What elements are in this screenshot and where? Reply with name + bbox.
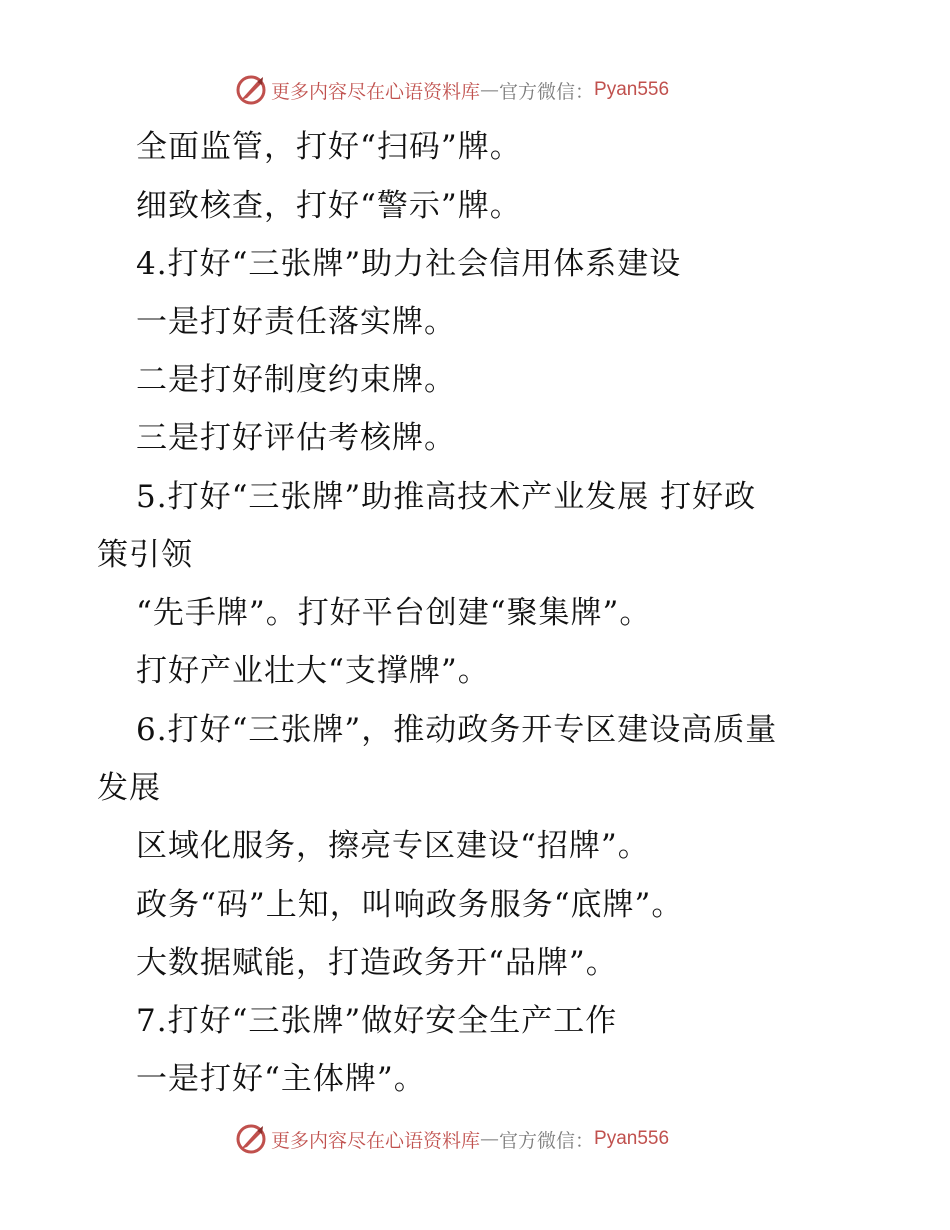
watermark-label: 官方微信：: [499, 1129, 595, 1152]
text-line: 全面监管，打好“扫码”牌。: [136, 129, 522, 165]
watermark-dash: —: [480, 1128, 500, 1150]
watermark-id: Pyan556: [594, 79, 670, 100]
section-heading-continued: 策引领: [97, 537, 193, 573]
quill-logo-icon: [235, 1123, 267, 1155]
text-line: 打好产业壮大“支撑牌”。: [136, 653, 490, 689]
watermark-id: Pyan556: [594, 1128, 670, 1149]
text-line: 二是打好制度约束牌。: [136, 362, 456, 398]
watermark-text: 更多内容尽在心语资料库: [271, 80, 481, 103]
text-line: 政务“码”上知，叫响政务服务“底牌”。: [136, 887, 684, 923]
section-heading: 5.打好“三张牌”助推高技术产业发展 打好政: [136, 479, 757, 515]
text-line: 一是打好“主体牌”。: [136, 1061, 426, 1097]
footer-watermark: [235, 1122, 669, 1156]
header-watermark: [235, 73, 669, 107]
text-line: “先手牌”。打好平台创建“聚集牌”。: [136, 595, 652, 631]
text-line: 三是打好评估考核牌。: [136, 420, 456, 456]
text-line: 区域化服务，擦亮专区建设“招牌”。: [136, 828, 650, 864]
section-heading-continued: 发展: [97, 770, 161, 806]
section-heading: 4.打好“三张牌”助力社会信用体系建设: [136, 246, 682, 282]
watermark-label: 官方微信：: [499, 80, 595, 103]
section-heading: 7.打好“三张牌”做好安全生产工作: [136, 1003, 618, 1039]
quill-logo-icon: [235, 74, 267, 106]
text-line: 细致核查，打好“警示”牌。: [136, 188, 522, 224]
text-line: 大数据赋能，打造政务开“品牌”。: [136, 945, 618, 981]
watermark-dash: —: [480, 79, 500, 101]
section-heading: 6.打好“三张牌”，推动政务开专区建设高质量: [136, 712, 778, 748]
text-line: 一是打好责任落实牌。: [136, 304, 456, 340]
watermark-text: 更多内容尽在心语资料库: [271, 1129, 481, 1152]
